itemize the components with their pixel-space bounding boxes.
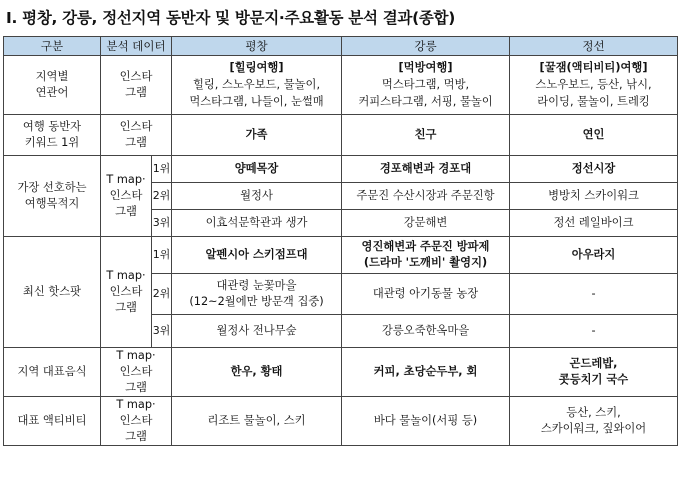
- pyeongchang-destination: 양떼목장: [172, 156, 342, 183]
- header-data-source: 분석 데이터: [101, 37, 172, 56]
- header-category: 구분: [4, 37, 101, 56]
- pyeongchang-destination: 월정사: [172, 183, 342, 210]
- table-row: [4, 115, 678, 156]
- jeongseon-destination: 정선시장: [510, 156, 678, 183]
- pyeongchang-hotspot: 월정사 전나무숲: [172, 315, 342, 348]
- keyword-line: 스노우보드, 등산, 낚시,: [535, 78, 652, 91]
- table-row: [4, 237, 678, 274]
- pyeongchang-companion: 가족: [172, 115, 342, 156]
- gangneung-hotspot: 영진해변과 주문진 방파제 (드라마 '도깨비' 촬영지): [342, 237, 510, 274]
- table-row: [4, 156, 678, 183]
- table-header-row: [4, 37, 678, 56]
- gangneung-theme: [먹방여행]: [398, 61, 453, 74]
- keyword-line: 힐링, 스노우보드, 물놀이,: [192, 78, 321, 91]
- pyeongchang-theme: [힐링여행]: [229, 61, 284, 74]
- keyword-line: 커피스타그램, 서핑, 물놀이: [358, 95, 493, 108]
- jeongseon-food: 곤드레밥, 콧등치기 국수: [510, 348, 678, 397]
- jeongseon-hotspot: 아우라지: [510, 237, 678, 274]
- row-category: 가장 선호하는 여행목적지: [4, 156, 101, 237]
- pyeongchang-activity: 리조트 물놀이, 스키: [172, 397, 342, 446]
- keyword-line: 먹스타그램, 먹방,: [381, 78, 470, 91]
- row-source: 인스타 그램: [101, 115, 172, 156]
- row-source: T map· 인스타 그램: [101, 237, 152, 348]
- row-category: 여행 동반자 키워드 1위: [4, 115, 101, 156]
- gangneung-keywords: [342, 56, 510, 115]
- jeongseon-hotspot: -: [510, 315, 678, 348]
- gangneung-hotspot: 강릉오죽한옥마을: [342, 315, 510, 348]
- header-pyeongchang: 평창: [172, 37, 342, 56]
- jeongseon-keywords: [510, 56, 678, 115]
- row-source: T map· 인스타 그램: [101, 156, 152, 237]
- jeongseon-companion: 연인: [510, 115, 678, 156]
- jeongseon-theme: [꿀잼(액티비티)여행]: [539, 61, 648, 74]
- rank-label: 2위: [152, 183, 172, 210]
- rank-label: 1위: [152, 156, 172, 183]
- rank-label: 3위: [152, 315, 172, 348]
- pyeongchang-keywords: [172, 56, 342, 115]
- row-source: T map· 인스타 그램: [101, 397, 172, 446]
- header-gangneung: 강릉: [342, 37, 510, 56]
- gangneung-hotspot: 대관령 아기동물 농장: [342, 274, 510, 315]
- table-row: [4, 397, 678, 446]
- header-jeongseon: 정선: [510, 37, 678, 56]
- row-source: T map· 인스타 그램: [101, 348, 172, 397]
- row-category: 최신 핫스팟: [4, 237, 101, 348]
- row-category: 지역별 연관어: [4, 56, 101, 115]
- pyeongchang-hotspot: 대관령 눈꽃마을 (12~2월에만 방문객 집중): [172, 274, 342, 315]
- pyeongchang-destination: 이효석문학관과 생가: [172, 210, 342, 237]
- jeongseon-activity: 등산, 스키, 스카이워크, 짚와이어: [510, 397, 678, 446]
- gangneung-companion: 친구: [342, 115, 510, 156]
- gangneung-food: 커피, 초당순두부, 회: [342, 348, 510, 397]
- gangneung-activity: 바다 물놀이(서핑 등): [342, 397, 510, 446]
- pyeongchang-hotspot: 알펜시아 스키점프대: [172, 237, 342, 274]
- rank-label: 3위: [152, 210, 172, 237]
- rank-label: 1위: [152, 237, 172, 274]
- rank-label: 2위: [152, 274, 172, 315]
- jeongseon-destination: 정선 레일바이크: [510, 210, 678, 237]
- keyword-line: 라이딩, 물놀이, 트레킹: [537, 95, 650, 108]
- table-row: [4, 56, 678, 115]
- keyword-line: 먹스타그램, 나들이, 눈썰매: [189, 95, 324, 108]
- table-row: [4, 348, 678, 397]
- gangneung-destination: 주문진 수산시장과 주문진항: [342, 183, 510, 210]
- jeongseon-destination: 병방치 스카이워크: [510, 183, 678, 210]
- row-category: 지역 대표음식: [4, 348, 101, 397]
- jeongseon-hotspot: -: [510, 274, 678, 315]
- analysis-table: [3, 36, 678, 446]
- document-title: Ⅰ. 평창, 강릉, 정선지역 동반자 및 방문지·주요활동 분석 결과(종합): [6, 9, 455, 27]
- row-category: 대표 액티비티: [4, 397, 101, 446]
- gangneung-destination: 강문해변: [342, 210, 510, 237]
- pyeongchang-food: 한우, 황태: [172, 348, 342, 397]
- row-source: 인스타 그램: [101, 56, 172, 115]
- gangneung-destination: 경포해변과 경포대: [342, 156, 510, 183]
